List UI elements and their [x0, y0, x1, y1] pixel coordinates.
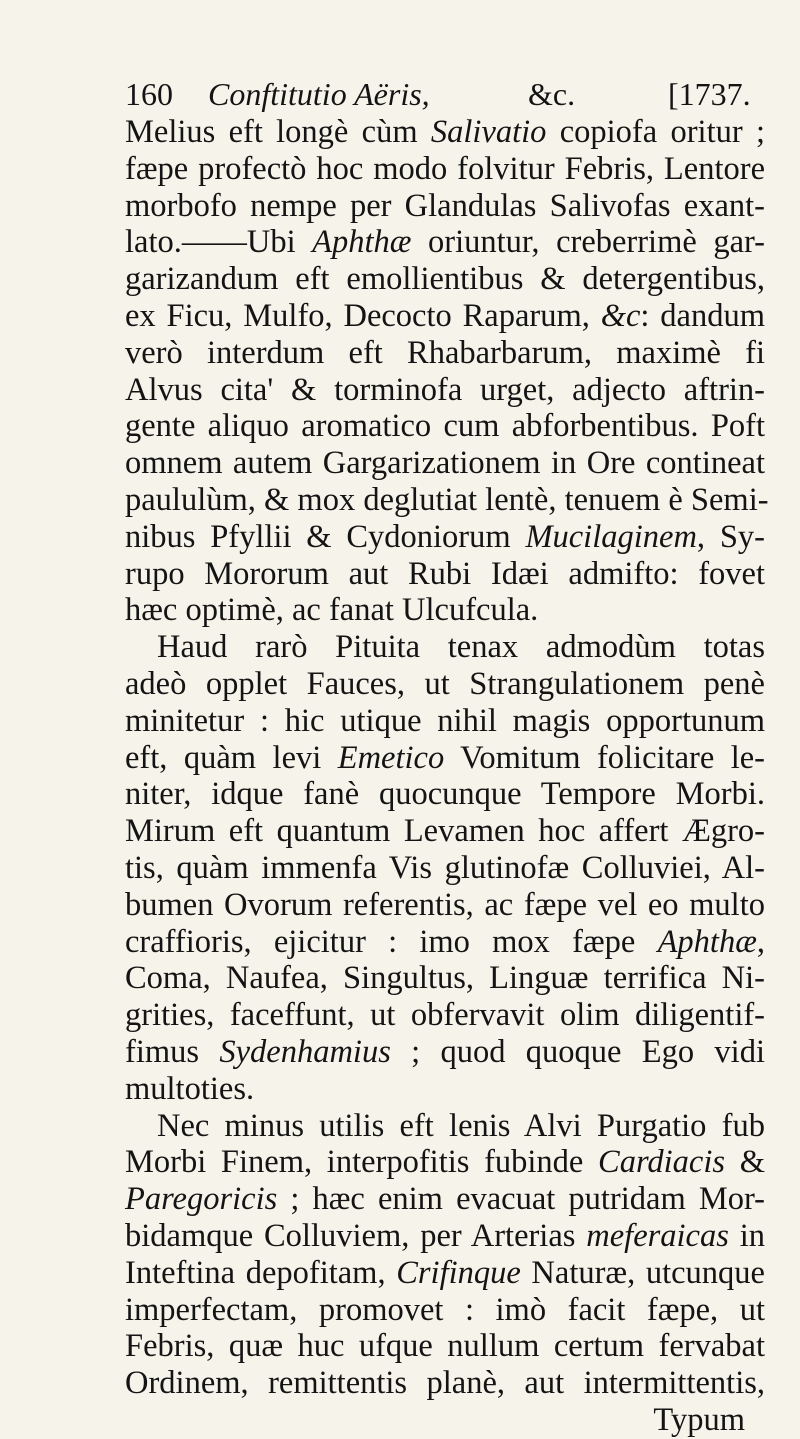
text-line — [125, 1292, 765, 1329]
text-segment: omnem autem Gargarizationem in Ore contineat — [125, 445, 765, 482]
text-line — [125, 188, 765, 225]
text-line — [125, 887, 765, 924]
text-line — [125, 481, 769, 519]
text-segment: , Sy- — [696, 518, 765, 555]
text-segment: oriuntur, creberrimè gar- — [411, 224, 765, 261]
text-line — [125, 408, 765, 445]
text-line — [125, 629, 765, 666]
text-segment: grities, faceffunt, ut obfervavit olim diligentif- — [125, 997, 765, 1034]
text-line — [125, 813, 765, 850]
text-segment: craffioris, ejicitur : imo mox fæpe — [125, 923, 658, 960]
text-segment: : dandum — [640, 297, 765, 334]
text-line — [125, 519, 765, 556]
text-line — [125, 924, 765, 961]
text-segment: Febris, quæ huc ufque nullum certum fervabat — [125, 1328, 765, 1365]
text-segment: copiofa oritur ; — [546, 114, 766, 150]
text-line — [125, 740, 765, 777]
italic-text-segment: Sydenhamius — [219, 1033, 391, 1070]
page-number: 160 — [125, 76, 173, 112]
text-line — [125, 997, 765, 1034]
text-line — [125, 1402, 765, 1439]
text-line — [125, 666, 765, 703]
text-line — [125, 372, 765, 409]
text-segment: Nec minus utilis eft lenis Alvi Purgatio fub — [157, 1107, 765, 1144]
text-line — [125, 960, 765, 997]
text-segment: garizandum eft emollientibus & detergentibus, — [125, 261, 765, 298]
text-line — [125, 1181, 765, 1218]
text-segment: Melius eft longè cùm — [125, 114, 431, 150]
text-segment: Vomitum folicitare le- — [444, 739, 765, 776]
text-line — [125, 703, 765, 740]
text-segment: Typum — [653, 1401, 745, 1438]
italic-text-segment: &c — [600, 297, 641, 334]
text-segment: minitetur : hic utique nihil magis opportunum — [125, 702, 765, 739]
text-segment: Haud rarò Pituita tenax admodùm totas — [157, 629, 765, 666]
text-segment: Naturæ, utcunque — [520, 1254, 765, 1291]
text-segment: Morbi Finem, interpofitis fubinde — [125, 1144, 599, 1181]
text-segment: bidamque Colluviem, per Arterias — [125, 1217, 587, 1254]
text-segment: Ordinem, remittentis planè, aut intermittentis, — [125, 1365, 765, 1402]
running-head-year: [1737. — [668, 76, 751, 112]
text-segment: adeò opplet Fauces, ut Strangulationem penè — [125, 665, 765, 702]
text-segment: , — [756, 923, 765, 960]
text-line — [125, 335, 765, 372]
text-segment: tis, quàm immenfa Vis glutinofæ Colluviei, Al- — [125, 849, 765, 886]
text-segment: rupo Mororum aut Rubi Idæi admifto: fovet — [125, 555, 765, 592]
text-line — [125, 298, 765, 335]
text-line — [125, 1365, 765, 1402]
italic-text-segment: meferaicas — [586, 1217, 729, 1254]
text-segment: fimus — [125, 1033, 220, 1070]
text-segment: nibus Pfyllii & Cydoniorum — [125, 518, 526, 555]
text-line — [125, 776, 765, 813]
text-line — [125, 445, 765, 482]
text-segment: ex Ficu, Mulfo, Decocto Raparum, — [125, 297, 601, 334]
text-segment: bumen Ovorum referentis, ac fæpe vel eo multo — [125, 886, 765, 923]
text-line — [125, 1255, 765, 1292]
text-segment: lato.——Ubi — [125, 224, 313, 261]
text-segment: Inteftina depofitam, — [125, 1254, 397, 1291]
running-head-etc: &c. — [528, 76, 576, 112]
italic-text-segment: Cardiacis — [598, 1144, 726, 1181]
text-segment: Mirum eft quantum Levamen hoc affert Ægro- — [125, 813, 765, 850]
text-segment: imperfectam, promovet : imò facit fæpe, ut — [125, 1291, 765, 1328]
text-line — [125, 114, 765, 151]
text-segment: multoties. — [125, 1070, 255, 1107]
italic-text-segment: Salivatio — [430, 114, 547, 150]
text-segment: niter, idque fanè quocunque Tempore Morbi. — [125, 776, 765, 813]
text-segment: in — [728, 1217, 765, 1254]
text-line — [125, 1034, 765, 1071]
body-text — [125, 114, 769, 1439]
text-line — [125, 224, 765, 261]
text-line — [125, 556, 765, 593]
text-line — [125, 1071, 765, 1108]
text-line — [125, 850, 765, 887]
text-line — [125, 1328, 765, 1365]
text-segment: eft, quàm levi — [125, 739, 338, 776]
text-line — [125, 592, 765, 629]
text-segment: ; hæc enim evacuat putridam Mor- — [277, 1181, 765, 1218]
text-segment: ; quod quoque Ego vidi — [390, 1033, 765, 1070]
italic-text-segment: Mucilaginem — [525, 518, 697, 555]
text-segment: morbofo nempe per Glandulas Salivofas exant- — [125, 187, 765, 224]
text-segment: Alvus cita' & torminofa urget, adjecto aftrin- — [125, 371, 765, 408]
text-line — [125, 1144, 765, 1181]
text-segment: fæpe profectò hoc modo folvitur Febris, Lentore — [125, 150, 765, 187]
text-line — [125, 261, 765, 298]
italic-text-segment: Aphthæ — [312, 224, 412, 261]
text-segment: paululùm, & mox deglutiat lentè, tenuem è Semi- — [125, 481, 769, 518]
text-segment: verò interdum eft Rhabarbarum, maximè fi — [125, 334, 765, 371]
running-head — [125, 72, 765, 116]
text-segment: Coma, Naufea, Singultus, Linguæ terrifica Ni- — [125, 960, 765, 997]
text-line — [125, 1218, 765, 1255]
italic-text-segment: Paregoricis — [125, 1181, 278, 1218]
italic-text-segment: Emetico — [337, 739, 445, 776]
italic-text-segment: Aphthæ — [657, 923, 757, 960]
text-segment: hæc optimè, ac fanat Ulcufcula. — [125, 592, 539, 629]
italic-text-segment: Crifinque — [396, 1254, 521, 1291]
text-segment: & — [725, 1144, 766, 1181]
text-line — [125, 1108, 765, 1145]
text-segment: gente aliquo aromatico cum abforbentibus. Poft — [125, 408, 765, 445]
text-line — [125, 151, 765, 188]
running-head-title: Conftitutio Aëris, — [208, 76, 430, 112]
